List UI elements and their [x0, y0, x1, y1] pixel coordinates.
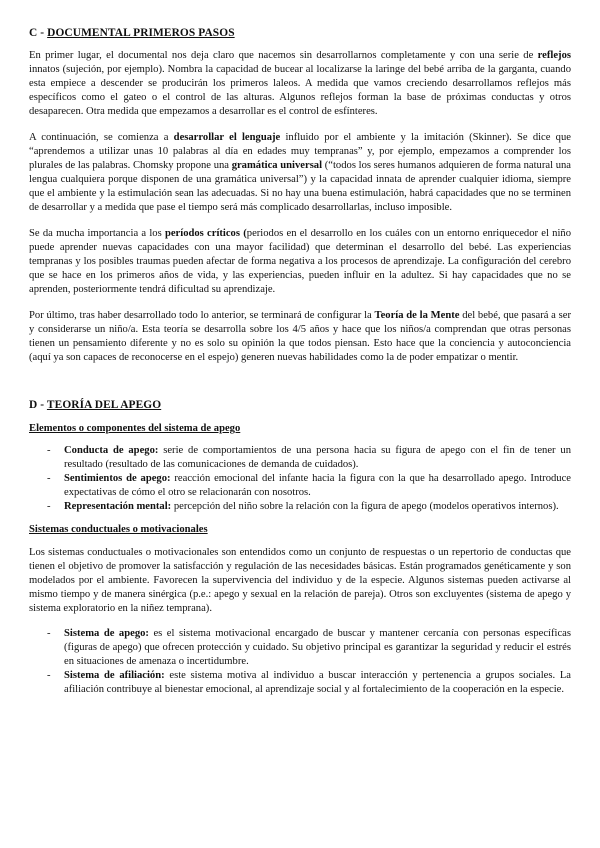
- section-c-letter: C -: [29, 27, 48, 39]
- list-item: - Conducta de apego: serie de comportamientos de una persona hacia su figura de apego con el fin de tener un resultado (resultado de las comunicaciones de demanda de cuidados).: [47, 445, 571, 470]
- section-d-title: TEORÍA DEL APEGO: [46, 399, 162, 411]
- list-item: - Sentimientos de apego: reacción emocional del infante hacia la figura con la que ha desarrollado apego. Introduce expectativas de cómo el otro se relacionarán con nosotros.: [47, 473, 572, 498]
- section-c-title: DOCUMENTAL PRIMEROS PASOS: [47, 27, 235, 39]
- paragraph-periodos-criticos: Se da mucha importancia a los períodos críticos (periodos en el desarrollo en los cuáles con un entorno enriquecedor el niño puede aprender nuevas capacidades con una mayor facilidad) que determinan el desarrollo del bebé. Las experiencias tempranas y los posibles traumas pueden afectar de forma negativa a los procesos de aprendizaje. La configuración del cerebro que se hace en los primeros años de vida, y las experiencias, pueden influir en la adultez. Si hay capacidades que no se aprenden, posteriormente tendrá dificultad su aprendizaje.: [29, 228, 572, 295]
- list-elementos: [29, 444, 571, 514]
- list-item: - Sistema de apego: es el sistema motivacional encargado de buscar y mantener cercanía con personas específicas (figuras de apego) que ofrecen protección y cuidado. Su objetivo principal es garantizar la seguridad y reducir el estrés en situaciones de amenaza o incertidumbre.: [47, 628, 571, 667]
- subheading-elementos: Elementos o componentes del sistema de apego: [29, 423, 241, 434]
- list-item: - Representación mental: percepción del niño sobre la relación con la figura de apego (modelos operativos internos).: [47, 501, 559, 512]
- term-gramatica-universal: gramática universal: [231, 160, 323, 171]
- subheading-sistemas: Sistemas conductuales o motivacionales: [29, 524, 208, 535]
- term-desarrollar-lenguaje: desarrollar el lenguaje: [173, 132, 281, 143]
- paragraph-teoria-mente: Por último, tras haber desarrollado todo lo anterior, se terminará de configurar la Teoría de la Mente del bebé, que pasará a ser y considerarse un niño/a. Esta teoría se desarrolla sobre los 4/5 años y hace que los niños/a comprendan que otras personas tienen un pensamiento diferente y no es solo su opinión la que todos piensan. Esto hace que la conciencia y autoconciencia (aquí ya son capaces de reconocerse en el espejo) generen nuevas habilidades como la de poder empatizar o mentir.: [29, 310, 571, 363]
- section-d-letter: D -: [29, 399, 47, 411]
- term-teoria-mente: Teoría de la Mente: [374, 310, 460, 321]
- list-sistemas: [29, 627, 571, 697]
- section-c-heading: [29, 26, 571, 40]
- list-item: - Sistema de afiliación: este sistema motiva al individuo a buscar interacción y pertenencia a grupos sociales. La afiliación contribuye al bienestar emocional, al aprendizaje social y al fortalecimiento de la cooperación en la especie.: [47, 670, 572, 695]
- term-periodos-criticos: períodos críticos (: [164, 228, 247, 239]
- section-d-heading: [29, 398, 571, 412]
- term-reflejos: reflejos: [537, 50, 571, 61]
- paragraph-lenguaje: A continuación, se comienza a desarrollar el lenguaje influido por el ambiente y la imitación (Skinner). Se dice que “aprendemos a utilizar unas 10 palabras al día en edades muy tempranas” y, por ejemplo, empezamos a comprender los plurales de las palabras. Chomsky propone una gramática universal (“todos los seres humanos adquieren de forma natural una lengua cualquiera porque disponen de una gramática universal”) y la capacidad innata de aprender cualquier idioma, siempre que el ambiente y la estimulación sean las adecuadas. Si no hay una buena estimulación, habrá capacidades que no se terminen de desarrollar y a medida que pase el tiempo será más complicado desarrollarlas, incluso imposible.: [29, 132, 571, 213]
- document-page: [29, 26, 571, 697]
- paragraph-sistemas-conductuales: Los sistemas conductuales o motivacionales son entendidos como un conjunto de respuestas o un repertorio de conductas que tienen el objetivo de promover la satisfacción y regulación de las necesidades básicas. Están programados genéticamente y son modelados por el ambiente. Favorecen la supervivencia del individuo y de la especie. Algunos sistemas pueden activarse al mismo tiempo y de manera sinérgica (p.e.: apego y sexual en la relación de pareja). Otros son excluyentes (sistema de apego y sistema exploratorio en la niñez temprana).: [29, 547, 571, 614]
- paragraph-reflejos: En primer lugar, el documental nos deja claro que nacemos sin desarrollarnos completamente y con una serie de reflejos innatos (sujeción, por ejemplo). Nombra la capacidad de bucear al localizarse la laringe del bebé arriba de la garganta, cuando esta empiece a descender se producirán los primeros laleos. A medida que vamos creciendo desarrollamos reflejos más específicos como el gateo o el control de las alturas. Algunos reflejos forman la base de próximas conductas y otros desaparecen. Otra medida que empezamos a desarrollar es el control de esfínteres.: [29, 50, 571, 117]
